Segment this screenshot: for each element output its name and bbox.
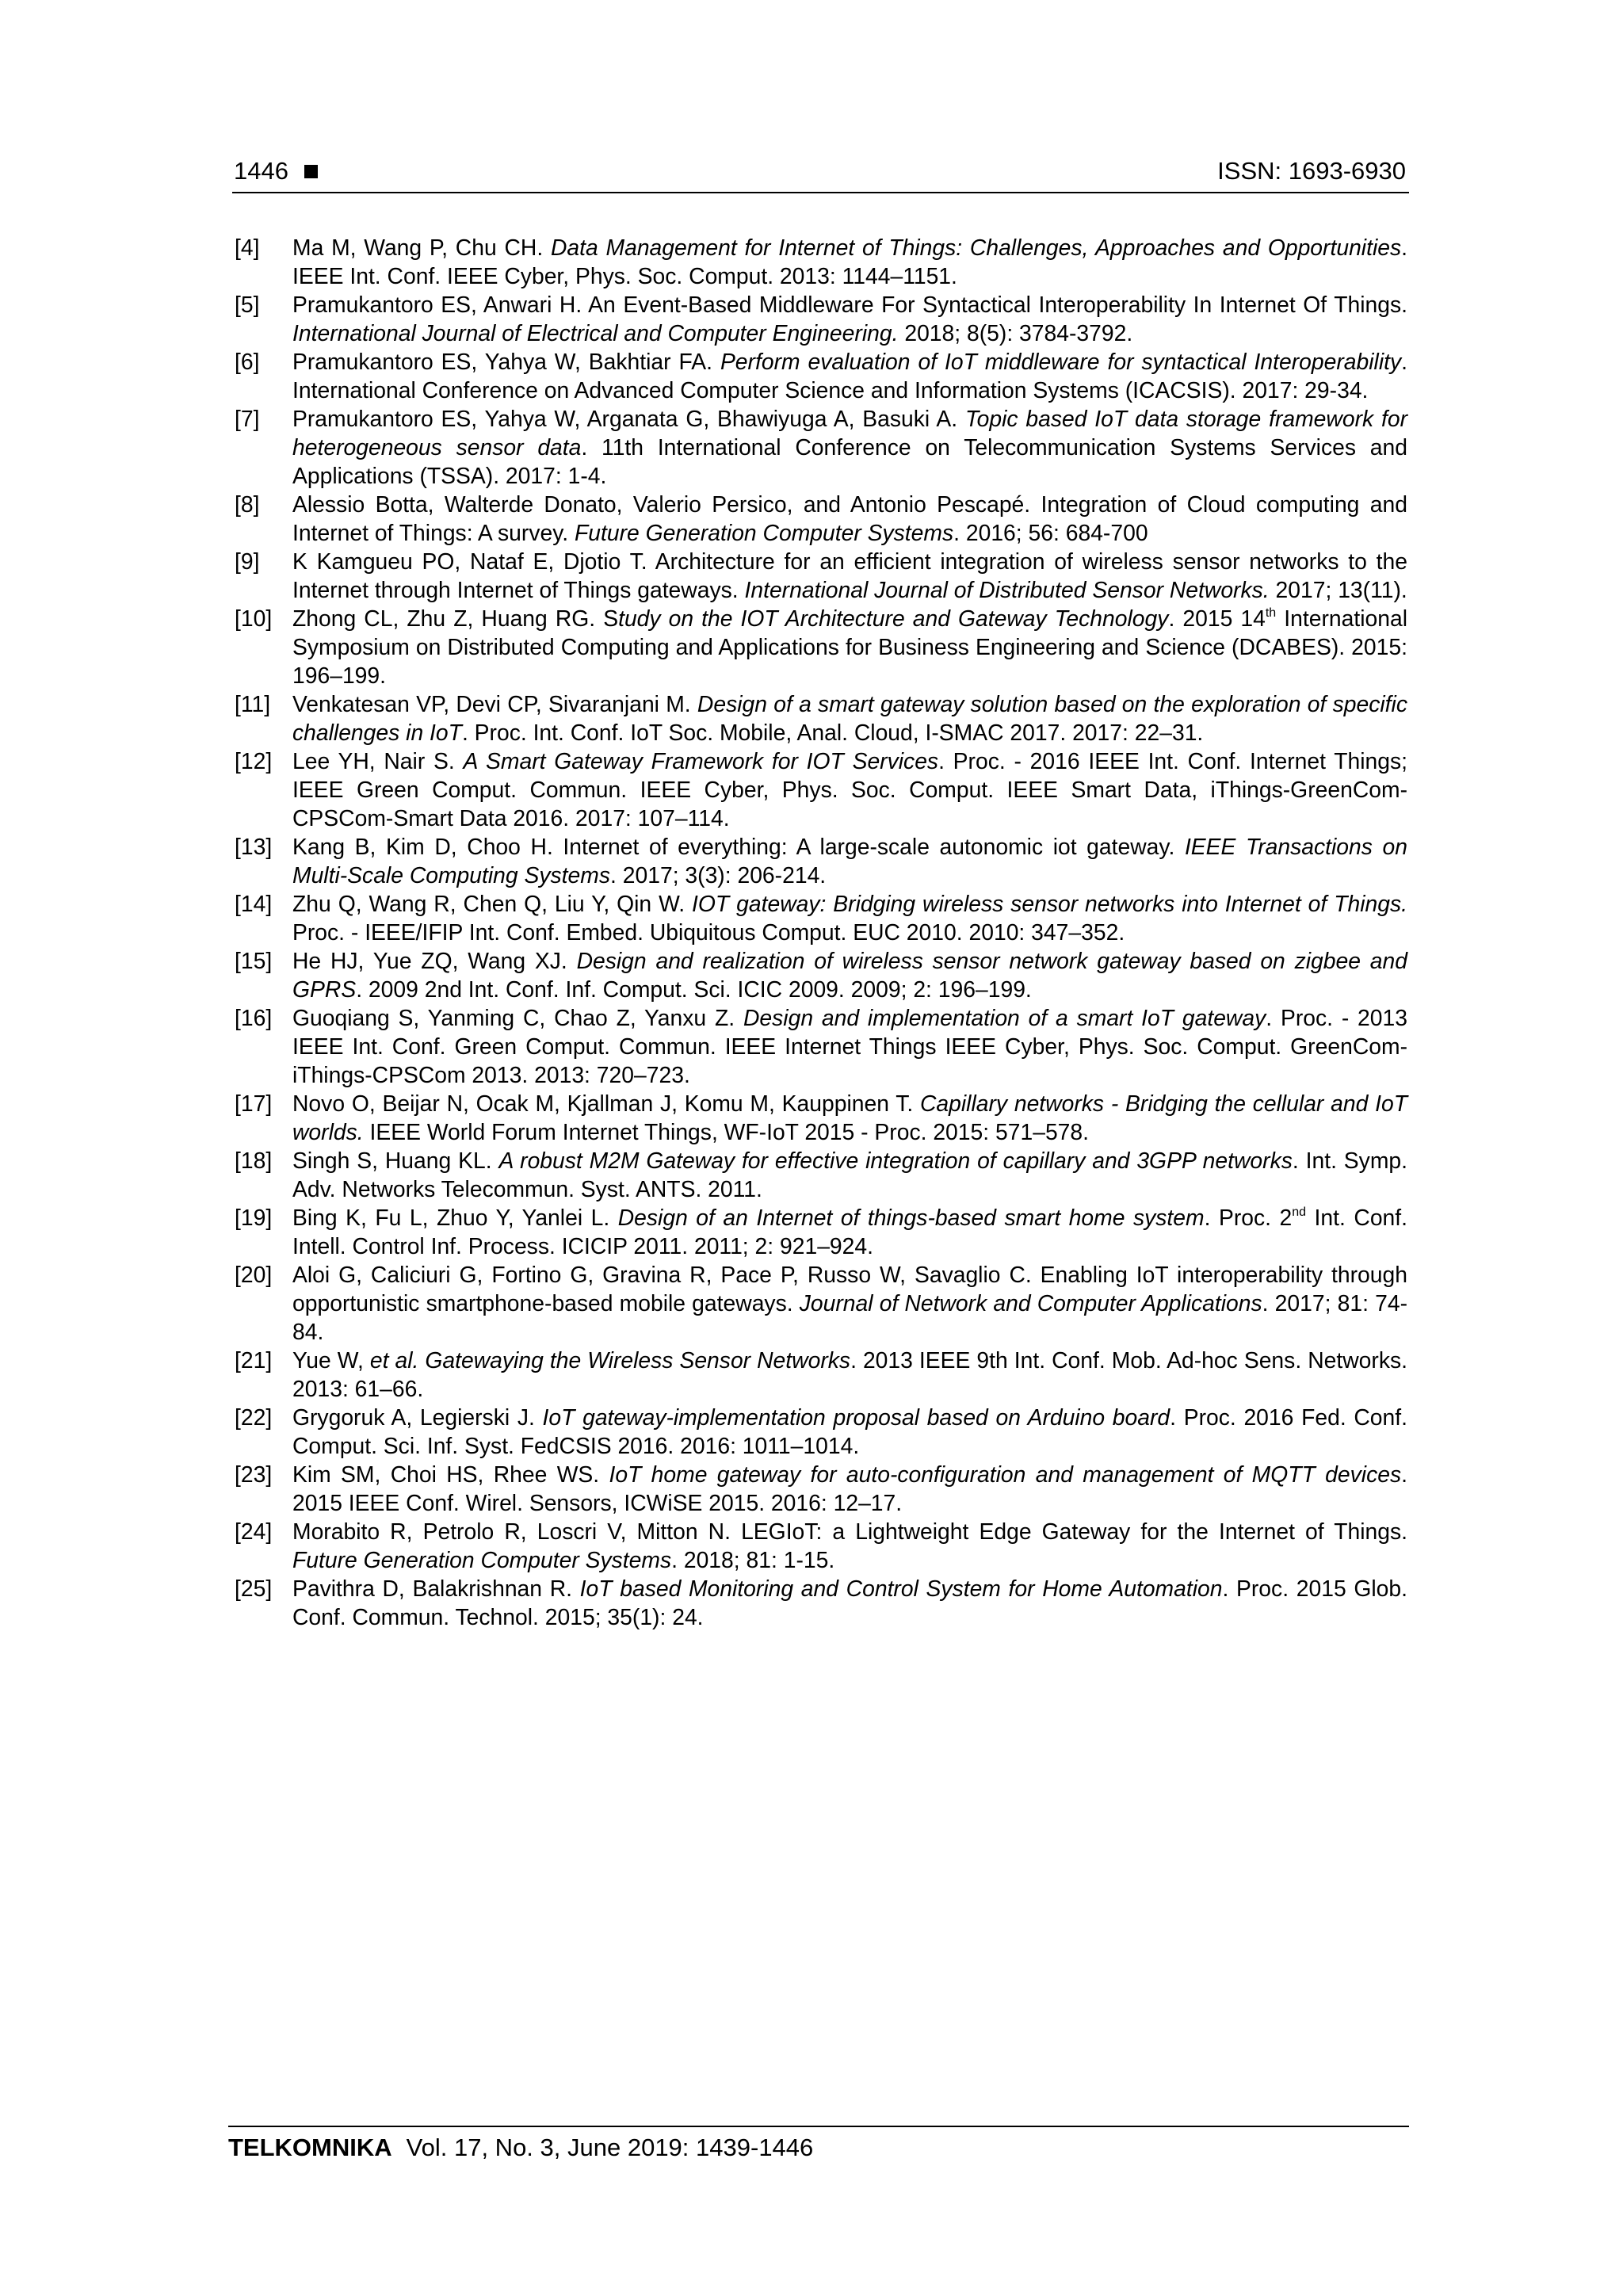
reference-item <box>235 1260 1407 1346</box>
reference-number: [10] <box>235 606 273 631</box>
italic-title: Capillary networks - Bridging the cellular and IoT worlds. <box>292 1091 1407 1144</box>
reference-item <box>235 233 1407 290</box>
reference-segment: Aloi G, Caliciuri G, Fortino G, Gravina R, Pace P, Russo W, Savaglio C. Enabling IoT interoperability through opportunistic smartphone-based mobile gateways. <box>292 1262 1407 1316</box>
reference-text <box>292 1576 1407 1629</box>
reference-item <box>235 490 1407 547</box>
reference-segment: . 2015 14 <box>1168 606 1266 631</box>
italic-title: International Journal of Electrical and Computer Engineering. <box>292 320 899 346</box>
reference-segment: . International Conference on Advanced Computer Science and Information Systems (ICACSIS). 2017: 29-34. <box>292 349 1407 403</box>
reference-segment: . 2017; 3(3): 206-214. <box>610 862 827 888</box>
reference-text <box>292 1148 1407 1201</box>
reference-item <box>235 747 1407 832</box>
reference-text <box>292 891 1407 945</box>
reference-segment: . Proc. - 2013 IEEE Int. Conf. Green Comput. Commun. IEEE Internet Things IEEE Cyber, Phys. Soc. Comput. GreenCom-iThings-CPSCom 2013. 2013: 720–723. <box>292 1005 1408 1087</box>
italic-title: Future Generation Computer Systems <box>292 1547 672 1572</box>
reference-segment: 2017; 13(11). <box>1269 577 1407 602</box>
italic-title: Design of an Internet of things-based smart home system <box>617 1205 1205 1230</box>
reference-number: [19] <box>235 1205 273 1230</box>
reference-number: [11] <box>235 691 271 716</box>
italic-title: Data Management for Internet of Things: Challenges, Approaches and Opportunities <box>550 235 1402 260</box>
reference-text <box>292 691 1407 745</box>
reference-item <box>235 946 1407 1003</box>
reference-number: [9] <box>235 548 260 574</box>
reference-text <box>292 1262 1407 1344</box>
reference-segment: Grygoruk A, Legierski J. <box>292 1404 543 1430</box>
reference-segment: He HJ, Yue ZQ, Wang XJ. <box>292 948 577 973</box>
italic-title: Perform evaluation of IoT middleware for syntactical Interoperability <box>720 349 1402 374</box>
reference-segment: Pramukantoro ES, Anwari H. An Event-Based Middleware For Syntactical Interoperability In Internet Of Things. <box>292 292 1407 317</box>
reference-segment: . 2015 IEEE Conf. Wirel. Sensors, ICWiSE 2015. 2016: 12–17. <box>292 1461 1407 1515</box>
reference-item <box>235 889 1407 946</box>
reference-segment: . 2009 2nd Int. Conf. Inf. Comput. Sci. ICIC 2009. 2009; 2: 196–199. <box>356 976 1032 1002</box>
reference-text <box>292 606 1407 688</box>
italic-title: IEEE Transactions on Multi-Scale Computing Systems <box>292 834 1407 888</box>
reference-text <box>292 834 1407 888</box>
journal-citation: Vol. 17, No. 3, June 2019: 1439-1446 <box>406 2134 814 2161</box>
reference-segment: K Kamgueu PO, Nataf E, Djotio T. Architecture for an efficient integration of wireless sensor networks to the Internet through Internet of Things gateways. <box>292 548 1407 602</box>
italic-title: IoT based Monitoring and Control System for Home Automation <box>579 1576 1223 1601</box>
reference-segment: Alessio Botta, Walterde Donato, Valerio Persico, and Antonio Pescapé. Integration of Cloud computing and Internet of Things: A survey. <box>292 491 1407 545</box>
reference-text <box>292 491 1407 545</box>
reference-item <box>235 1203 1407 1260</box>
italic-title: A robust M2M Gateway for effective integration of capillary and 3GPP networks <box>498 1148 1293 1173</box>
reference-segment: Morabito R, Petrolo R, Loscri V, Mitton N. LEGIoT: a Lightweight Edge Gateway for the Internet of Things. <box>292 1519 1407 1544</box>
reference-item <box>235 1146 1407 1203</box>
reference-number: [5] <box>235 292 260 317</box>
reference-segment: . 2017; 81: 74-84. <box>292 1290 1408 1344</box>
reference-number: [18] <box>235 1148 273 1173</box>
reference-segment: Kim SM, Choi HS, Rhee WS. <box>292 1461 609 1487</box>
reference-item <box>235 832 1407 889</box>
reference-text <box>292 548 1407 602</box>
reference-segment: Int. Conf. Intell. Control Inf. Process. ICICIP 2011. 2011; 2: 921–924. <box>292 1205 1408 1259</box>
reference-number: [25] <box>235 1576 273 1601</box>
reference-number: [4] <box>235 235 260 260</box>
reference-text <box>292 235 1407 288</box>
reference-segment: Kang B, Kim D, Choo H. Internet of everything: A large-scale autonomic iot gateway. <box>292 834 1185 859</box>
italic-title: IoT home gateway for auto-configuration and management of MQTT devices <box>609 1461 1402 1487</box>
reference-text <box>292 292 1407 346</box>
page-footer <box>228 2126 1409 2162</box>
reference-list <box>235 233 1407 1631</box>
italic-title: International Journal of Distributed Sensor Networks. <box>744 577 1270 602</box>
reference-segment: . 2013 IEEE 9th Int. Conf. Mob. Ad-hoc Sens. Networks. 2013: 61–66. <box>292 1347 1407 1401</box>
italic-title: Design of a smart gateway solution based on the exploration of specific challenges in IoT <box>292 691 1407 745</box>
reference-number: [21] <box>235 1347 273 1373</box>
reference-number: [15] <box>235 948 273 973</box>
page-number <box>234 157 318 185</box>
reference-segment: Pramukantoro ES, Yahya W, Bakhtiar FA. <box>292 349 720 374</box>
reference-number: [7] <box>235 406 260 431</box>
italic-title: IOT gateway: Bridging wireless sensor networks into Internet of Things. <box>692 891 1407 916</box>
italic-title: Design and implementation of a smart IoT gateway <box>743 1005 1266 1030</box>
reference-item <box>235 404 1407 490</box>
reference-number: [13] <box>235 834 273 859</box>
reference-segment: . IEEE Int. Conf. IEEE Cyber, Phys. Soc. Comput. 2013: 1144–1151. <box>292 235 1408 288</box>
reference-segment: . 2018; 81: 1-15. <box>671 1547 835 1572</box>
reference-text <box>292 1404 1407 1458</box>
reference-segment: Lee YH, Nair S. <box>292 748 464 774</box>
reference-number: [20] <box>235 1262 273 1287</box>
reference-segment: Guoqiang S, Yanming C, Chao Z, Yanxu Z. <box>292 1005 743 1030</box>
italic-title: Future Generation Computer Systems <box>575 520 954 545</box>
italic-title: A Smart Gateway Framework for IOT Services <box>463 748 939 774</box>
reference-text <box>292 1519 1407 1572</box>
reference-number: [14] <box>235 891 273 916</box>
reference-segment: Novo O, Beijar N, Ocak M, Kjallman J, Komu M, Kauppinen T. <box>292 1091 920 1116</box>
reference-number: [24] <box>235 1519 273 1544</box>
reference-number: [6] <box>235 349 260 374</box>
reference-item <box>235 347 1407 404</box>
italic-title: IoT gateway-implementation proposal based on Arduino board <box>542 1404 1170 1430</box>
reference-item <box>235 547 1407 604</box>
italic-title: et al. <box>369 1347 419 1373</box>
reference-segment: . 2016; 56: 684-700 <box>953 520 1148 545</box>
reference-text <box>292 1205 1407 1259</box>
reference-text <box>292 349 1407 403</box>
reference-segment: Zhu Q, Wang R, Chen Q, Liu Y, Qin W. <box>292 891 693 916</box>
reference-text <box>292 1005 1407 1087</box>
superscript-text: nd <box>1292 1205 1307 1219</box>
reference-number: [23] <box>235 1461 273 1487</box>
reference-text <box>292 1347 1407 1401</box>
reference-segment: Bing K, Fu L, Zhuo Y, Yanlei L. <box>292 1205 618 1230</box>
reference-segment: . Proc. 2 <box>1204 1205 1293 1230</box>
italic-title: Gatewaying the Wireless Sensor Networks <box>425 1347 851 1373</box>
reference-item <box>235 690 1407 747</box>
reference-segment: . Proc. - 2016 IEEE Int. Conf. Internet Things; IEEE Green Comput. Commun. IEEE Cyber, Phys. Soc. Comput. IEEE Smart Data, iThings-GreenCom-CPSCom-Smart Data 2016. 2017: 107–114. <box>292 748 1407 831</box>
reference-segment: Yue W, <box>292 1347 370 1373</box>
reference-text <box>292 748 1407 831</box>
page-number-text: 1446 <box>234 157 288 185</box>
italic-title: tudy on the IOT Architecture and Gateway Technology <box>618 606 1169 631</box>
reference-number: [8] <box>235 491 260 517</box>
reference-segment: Singh S, Huang KL. <box>292 1148 499 1173</box>
issn-label: ISSN: 1693-6930 <box>1217 157 1406 185</box>
reference-number: [12] <box>235 748 273 774</box>
square-bullet-icon <box>304 165 318 178</box>
reference-segment: . Proc. Int. Conf. IoT Soc. Mobile, Anal. Cloud, I-SMAC 2017. 2017: 22–31. <box>461 720 1204 745</box>
reference-text <box>292 948 1407 1002</box>
reference-item <box>235 1346 1407 1403</box>
reference-segment: . Int. Symp. Adv. Networks Telecommun. Syst. ANTS. 2011. <box>292 1148 1407 1201</box>
reference-item <box>235 290 1407 347</box>
reference-item <box>235 604 1407 690</box>
reference-segment: 2018; 8(5): 3784-3792. <box>898 320 1133 346</box>
reference-segment: Proc. - IEEE/IFIP Int. Conf. Embed. Ubiquitous Comput. EUC 2010. 2010: 347–352. <box>292 919 1125 945</box>
reference-item <box>235 1403 1407 1460</box>
reference-segment: . 11th International Conference on Telecommunication Systems Services and Applications (TSSA). 2017: 1-4. <box>292 434 1407 488</box>
reference-number: [16] <box>235 1005 273 1030</box>
reference-segment: Ma M, Wang P, Chu CH. <box>292 235 551 260</box>
reference-item <box>235 1089 1407 1146</box>
reference-text <box>292 1461 1407 1515</box>
reference-number: [17] <box>235 1091 273 1116</box>
reference-item <box>235 1460 1407 1517</box>
reference-item <box>235 1517 1407 1574</box>
superscript-text: th <box>1265 606 1277 620</box>
italic-title: Journal of Network and Computer Applications <box>799 1290 1262 1316</box>
italic-title: Design and realization of wireless sensor network gateway based on zigbee and GPRS <box>292 948 1407 1002</box>
reference-segment: International Symposium on Distributed Computing and Applications for Business Engineering and Science (DCABES). 2015: 196–199. <box>292 606 1407 688</box>
reference-segment: Zhong CL, Zhu Z, Huang RG. S <box>292 606 619 631</box>
reference-item <box>235 1574 1407 1631</box>
reference-number: [22] <box>235 1404 273 1430</box>
reference-segment: Pavithra D, Balakrishnan R. <box>292 1576 580 1601</box>
italic-title: Topic based IoT data storage framework for heterogeneous sensor data <box>292 406 1408 460</box>
journal-name: TELKOMNIKA <box>228 2134 392 2161</box>
page-header <box>232 155 1409 193</box>
reference-text <box>292 1091 1407 1144</box>
reference-segment: IEEE World Forum Internet Things, WF-IoT 2015 - Proc. 2015: 571–578. <box>363 1119 1090 1144</box>
reference-segment: . Proc. 2015 Glob. Conf. Commun. Technol. 2015; 35(1): 24. <box>292 1576 1407 1629</box>
reference-item <box>235 1003 1407 1089</box>
reference-segment: Venkatesan VP, Devi CP, Sivaranjani M. <box>292 691 697 716</box>
reference-segment: . Proc. 2016 Fed. Conf. Comput. Sci. Inf. Syst. FedCSIS 2016. 2016: 1011–1014. <box>292 1404 1408 1458</box>
reference-text <box>292 406 1407 488</box>
reference-segment: Pramukantoro ES, Yahya W, Arganata G, Bhawiyuga A, Basuki A. <box>292 406 965 431</box>
